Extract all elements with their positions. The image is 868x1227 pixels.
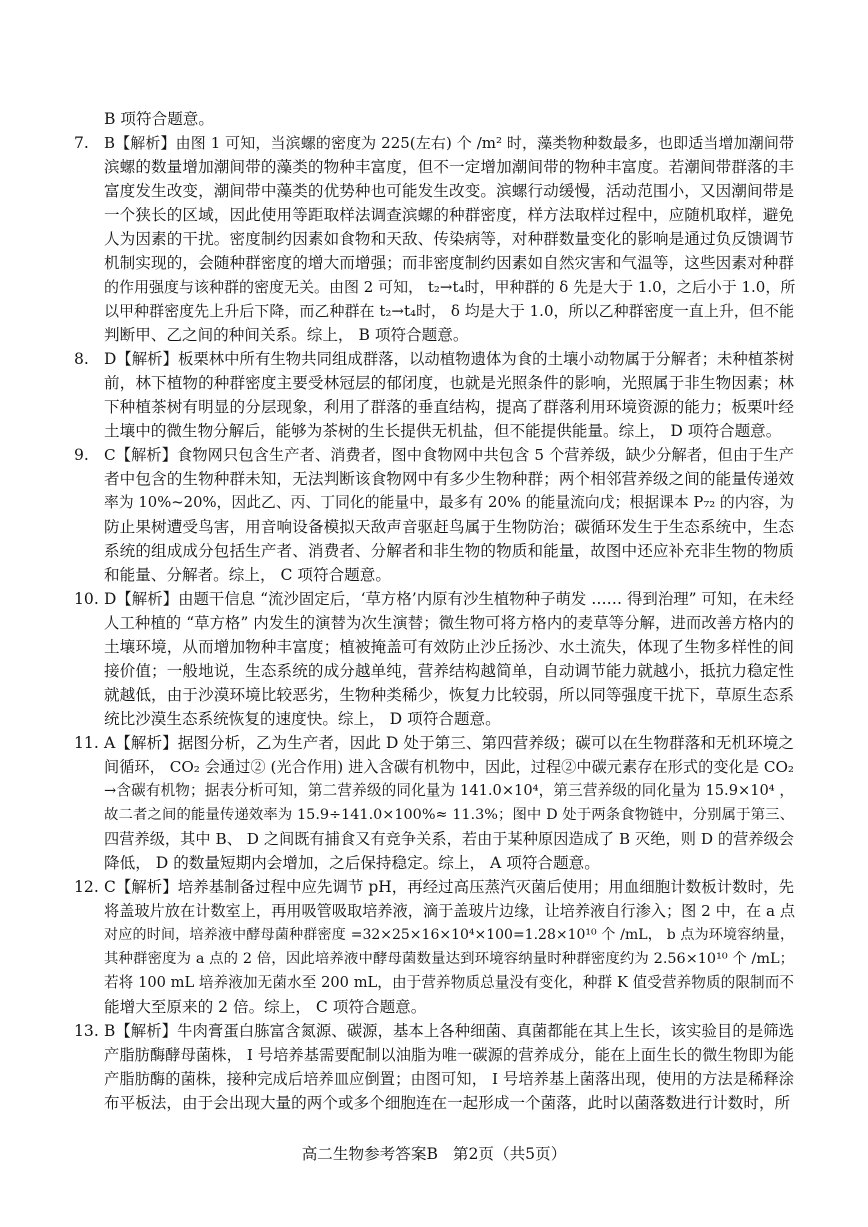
answer-line: 故二者之间的能量传递效率为 15.9÷141.0×100%≈ 11.3%；图中 D 处于两条食物链中，分别属于第三、 [104, 807, 794, 823]
answer-line: 间循环， CO₂ 会通过② (光合作用) 进入含碳有机物中，因此，过程②中碳元素存在形式的变化是 CO₂ [104, 758, 794, 776]
answer-line: 和能量、分解者。综上， C 项符合题意。 [104, 566, 391, 584]
answer-line: 对应的时间，培养液中酵母菌种群密度 =32×25×16×10⁴×100=1.28×10¹⁰ 个 /mL， b 点为环境容纳量， [104, 927, 794, 943]
answer-line: 土壤环境，从而增加物种丰富度；植被掩盖可有效防止沙丘扬沙、水土流失，体现了生物多样性的间 [104, 638, 794, 656]
footer-title: 高二生物参考答案B [301, 1145, 438, 1163]
answer-line: 产脂肪酶的菌株，接种完成后培养皿应倒置；由图可知， I 号培养基上菌落出现，使用的方法是稀释涂 [104, 1070, 794, 1088]
answer-line: 接价值；一般地说，生态系统的成分越单纯，营养结构越简单，自动调节能力就越小，抵抗力稳定性 [104, 662, 794, 680]
answer-number: 12. [74, 878, 99, 896]
answer-item [74, 443, 794, 587]
answer-line: 布平板法，由于会出现大量的两个或多个细胞连在一起形成一个菌落，此时以菌落数进行计数时，所 [104, 1094, 791, 1112]
answer-line: 降低， D 的数量短期内会增加，之后保持稳定。综上， A 项符合题意。 [104, 854, 600, 872]
answer-number: 10. [74, 590, 99, 608]
answer-line: A【解析】据图分析，乙为生产者，因此 D 处于第三、第四营养级；碳可以在生物群落和无机环境之 [104, 734, 794, 752]
answer-line: 若将 100 mL 培养液加无菌水至 200 mL，由于营养物质总量没有变化，种群 K 值受营养物质的限制而不 [104, 974, 794, 991]
answer-line: 产脂肪酶酵母菌株， I 号培养基需要配制以油脂为唯一碳源的营养成分，能在上面生长的微生物即为能 [104, 1046, 794, 1064]
answer-line: 者中包含的生物种群未知，无法判断该食物网中有多少生物种群；两个相邻营养级之间的能量传递效 [104, 470, 794, 488]
answer-line: 下种植茶树有明显的分层现象，利用了群落的垂直结构，提高了群落利用环境资源的能力；板栗叶经 [104, 398, 794, 416]
answer-number: 11. [74, 734, 99, 752]
page-footer [0, 1142, 868, 1166]
continuation-text: B 项符合题意。 [104, 110, 214, 128]
answer-line: 的作用强度与该种群的密度无关。由图 2 可知， t₂→t₄时，甲种群的 δ 先是大于 1.0，之后小于 1.0，所 [104, 278, 796, 296]
answer-line: 四营养级，其中 B、 D 之间既有捕食又有竞争关系，若由于某种原因造成了 B 灭绝，则 D 的营养级会 [104, 830, 794, 848]
answer-item [74, 1019, 794, 1115]
answer-line: 人为因素的干扰。密度制约因素如食物和天敌、传染病等，对种群数量变化的影响是通过负反馈调节 [104, 230, 794, 248]
answer-line: 就越低，由于沙漠环境比较恶劣，生物种类稀少，恢复力比较弱，所以同等强度干扰下，草原生态系 [104, 686, 794, 704]
answer-line: D【解析】由题干信息 “流沙固定后，‘草方格’内原有沙生植物种子萌发 …… 得到治理” 可知，在未经 [104, 590, 794, 608]
answer-line: 统比沙漠生态系统恢复的速度快。综上， D 项符合题意。 [104, 710, 501, 728]
answer-line: C【解析】食物网只包含生产者、消费者，图中食物网中共包含 5 个营养级，缺少分解者，但由于生产 [104, 446, 794, 464]
answer-item [74, 587, 794, 731]
answer-number: 9. [74, 446, 89, 464]
answer-item [74, 731, 794, 875]
answer-line: 机制实现的，会随种群密度的增大而增强；而非密度制约因素如自然灾害和气温等，这些因素对种群 [104, 254, 794, 272]
answer-line: 滨螺的数量增加潮间带的藻类的物种丰富度，但不一定增加潮间带的物种丰富度。若潮间带群落的丰 [104, 158, 794, 176]
answer-line: 富度发生改变，潮间带中藻类的优势种也可能发生改变。滨螺行动缓慢，活动范围小，又因潮间带是 [104, 182, 794, 200]
answer-line: 系统的组成成分包括生产者、消费者、分解者和非生物的物质和能量，故图中还应补充非生物的物质 [104, 542, 794, 560]
answer-item [74, 875, 794, 1019]
answer-line: D【解析】板栗林中所有生物共同组成群落，以动植物遗体为食的土壤小动物属于分解者；未种植茶树 [104, 350, 794, 368]
answer-line: 率为 10%~20%，因此乙、丙、丁同化的能量中，最多有 20% 的能量流向戊；根据课本 P₇₂ 的内容，为 [104, 494, 794, 511]
footer-page-number: 第2页（共5页） [452, 1145, 567, 1163]
answer-line: B【解析】由图 1 可知，当滨螺的密度为 225(左右) 个 /m² 时，藻类物种数最多，也即适当增加潮间带 [104, 134, 794, 152]
answer-line: 判断甲、乙之间的种间关系。综上， B 项符合题意。 [104, 326, 469, 344]
answer-line: 将盖玻片放在计数室上，再用吸管吸取培养液，滴于盖玻片边缘，让培养液自行渗入；图 2 中，在 a 点 [104, 902, 796, 920]
answer-line: →含碳有机物；据表分析可知，第二营养级的同化量为 141.0×10⁴，第三营养级的同化量为 15.9×10⁴ ， [104, 782, 794, 799]
answer-line: 前，林下植物的种群密度主要受林冠层的郁闭度，也就是光照条件的影响，光照属于非生物因素；林 [104, 374, 794, 392]
answer-line: 能增大至原来的 2 倍。综上， C 项符合题意。 [104, 998, 427, 1016]
answer-line: 一个狭长的区域，因此使用等距取样法调查滨螺的种群密度，样方法取样过程中，应随机取样，避免 [104, 206, 794, 224]
answer-line: C【解析】培养基制备过程中应先调节 pH，再经过高压蒸汽灭菌后使用；用血细胞计数板计数时，先 [104, 878, 794, 896]
answer-number: 7. [74, 134, 89, 152]
answer-line: 以甲种群密度先上升后下降，而乙种群在 t₂→t₄时， δ 均是大于 1.0，所以乙种群密度一直上升，但不能 [104, 302, 794, 320]
answer-number: 8. [74, 350, 89, 368]
answer-number: 13. [74, 1022, 99, 1040]
answer-line: 土壤中的微生物分解后，能够为茶树的生长提供无机盐，但不能提供能量。综上， D 项符合题意。 [104, 422, 782, 440]
answer-item [74, 131, 794, 347]
answer-line: 其种群密度为 a 点的 2 倍，因此培养液中酵母菌数量达到环境容纳量时种群密度约为 2.56×10¹⁰ 个 /mL； [104, 951, 794, 967]
answer-line: 防止果树遭受鸟害，用音响设备模拟天敌声音驱赶鸟属于生物防治；碳循环发生于生态系统中，生态 [104, 518, 794, 536]
answer-list [74, 131, 794, 1115]
answer-line: B【解析】牛肉膏蛋白胨富含氮源、碳源，基本上各种细菌、真菌都能在其上生长，该实验目的是筛选 [104, 1022, 794, 1040]
answer-line: 人工种植的 “草方格” 内发生的演替为次生演替；微生物可将方格内的麦草等分解，进而改善方格内的 [104, 614, 794, 632]
answer-item [74, 347, 794, 443]
